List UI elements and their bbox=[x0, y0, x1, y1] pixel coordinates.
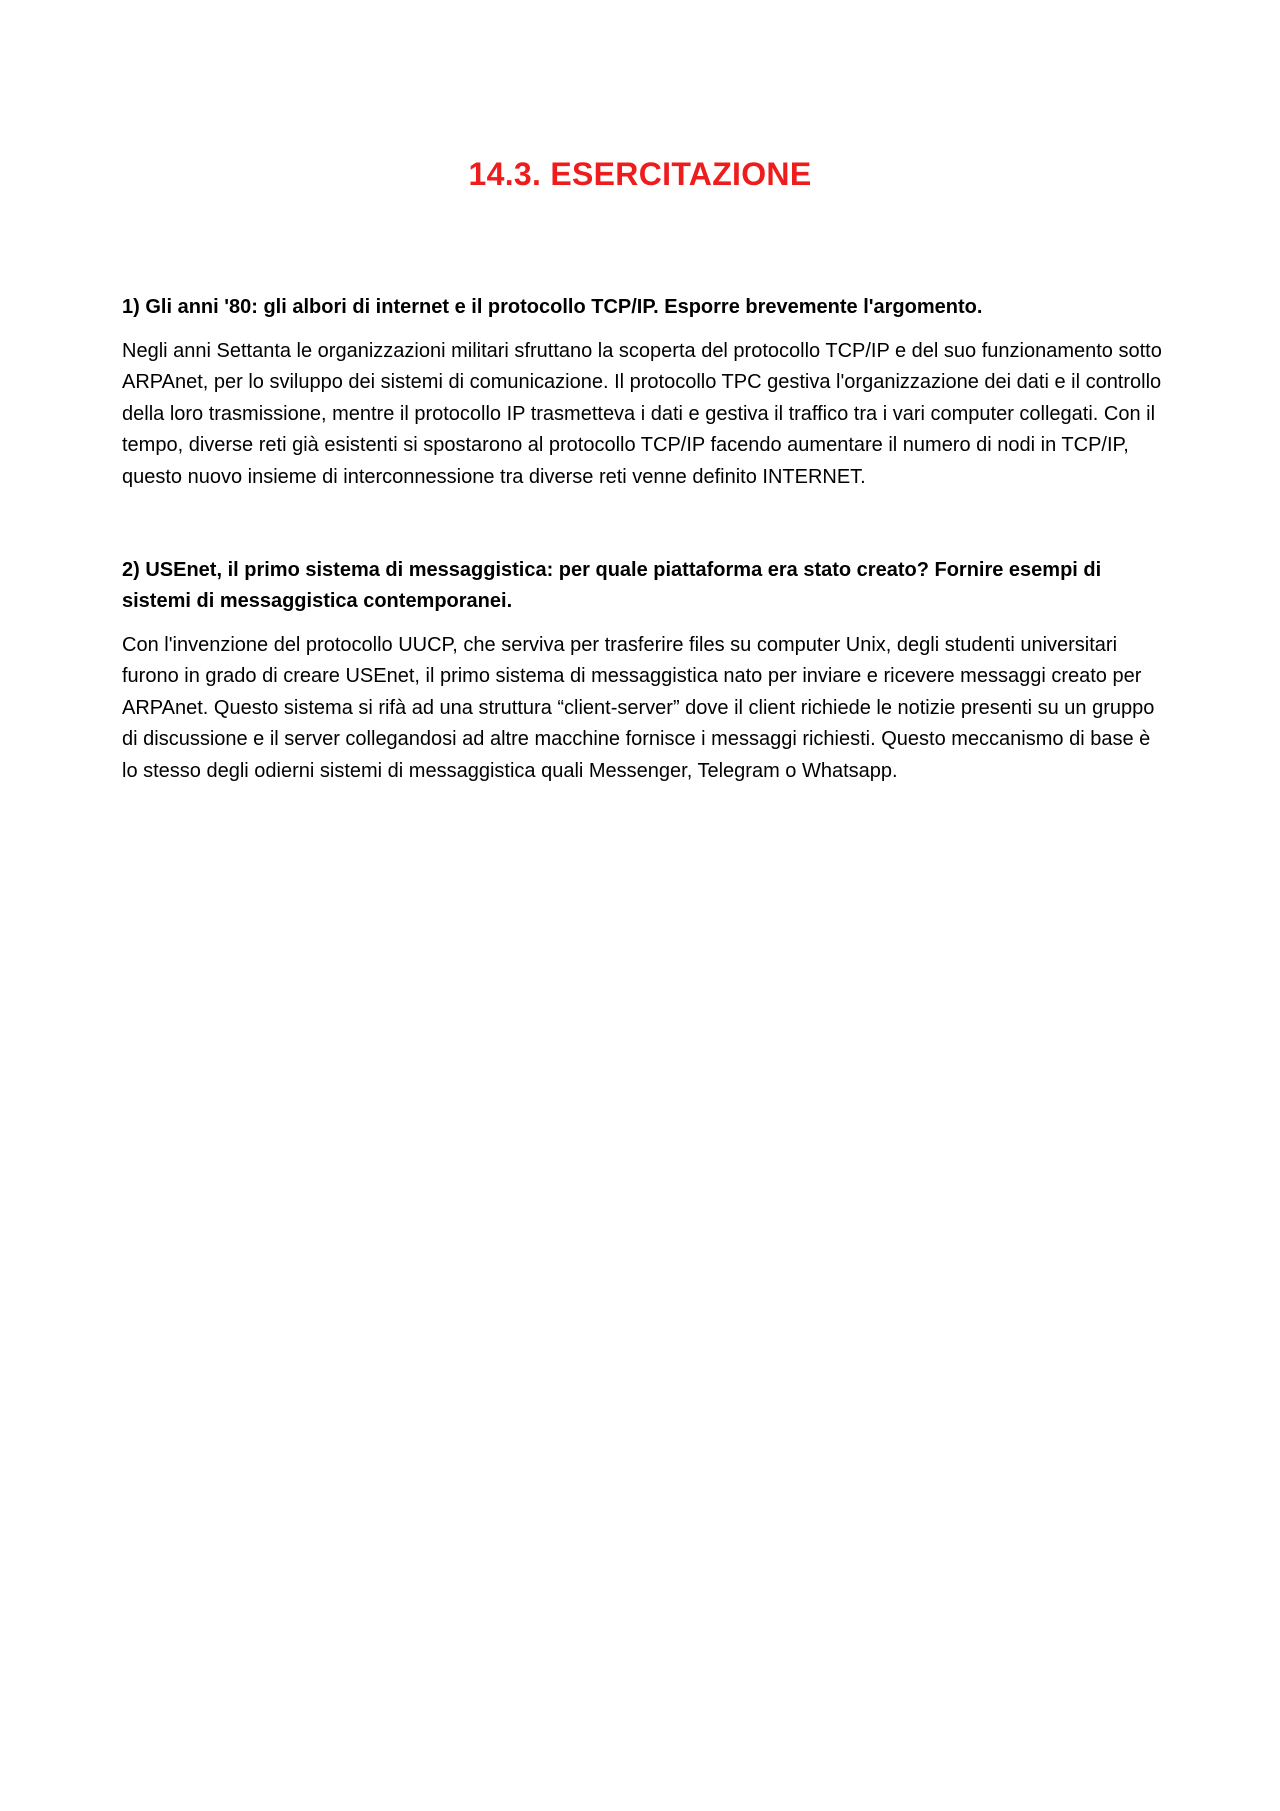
section-1 bbox=[122, 292, 1170, 493]
page-title: 14.3. ESERCITAZIONE bbox=[468, 156, 812, 192]
document-body bbox=[122, 292, 1170, 787]
section-2 bbox=[122, 555, 1170, 787]
section-spacer bbox=[122, 493, 1170, 555]
answer-1: Negli anni Settanta le organizzazioni militari sfruttano la scoperta del protocollo TCP/IP e del suo funzionamento sotto ARPAnet, per lo sviluppo dei sistemi di comunicazione. Il protocollo TPC gestiva l'organizzazione dei dati e il controllo della loro trasmissione, mentre il protocollo IP trasmetteva i dati e gestiva il traffico tra i vari computer collegati. Con il tempo, diverse reti già esistenti si spostarono al protocollo TCP/IP facendo aumentare il numero di nodi in TCP/IP, questo nuovo insieme di interconnessione tra diverse reti venne definito INTERNET. bbox=[122, 340, 1162, 488]
answer-2: Con l'invenzione del protocollo UUCP, che serviva per trasferire files su computer Unix, degli studenti universitari furono in grado di creare USEnet, il primo sistema di messaggistica nato per inviare e ricevere messaggi creato per ARPAnet. Questo sistema si rifà ad una struttura “client-server” dove il client richiede le notizie presenti su un gruppo di discussione e il server collegandosi ad altre macchine fornisce i messaggi richiesti. Questo meccanismo di base è lo stesso degli odierni sistemi di messaggistica quali Messenger, Telegram o Whatsapp. bbox=[122, 634, 1155, 782]
question-2: 2) USEnet, il primo sistema di messaggistica: per quale piattaforma era stato creato? Fornire esempi di sistemi di messaggistica contemporanei. bbox=[122, 559, 1102, 613]
question-1: 1) Gli anni '80: gli albori di internet e il protocollo TCP/IP. Esporre brevemente l'argomento. bbox=[122, 296, 983, 318]
